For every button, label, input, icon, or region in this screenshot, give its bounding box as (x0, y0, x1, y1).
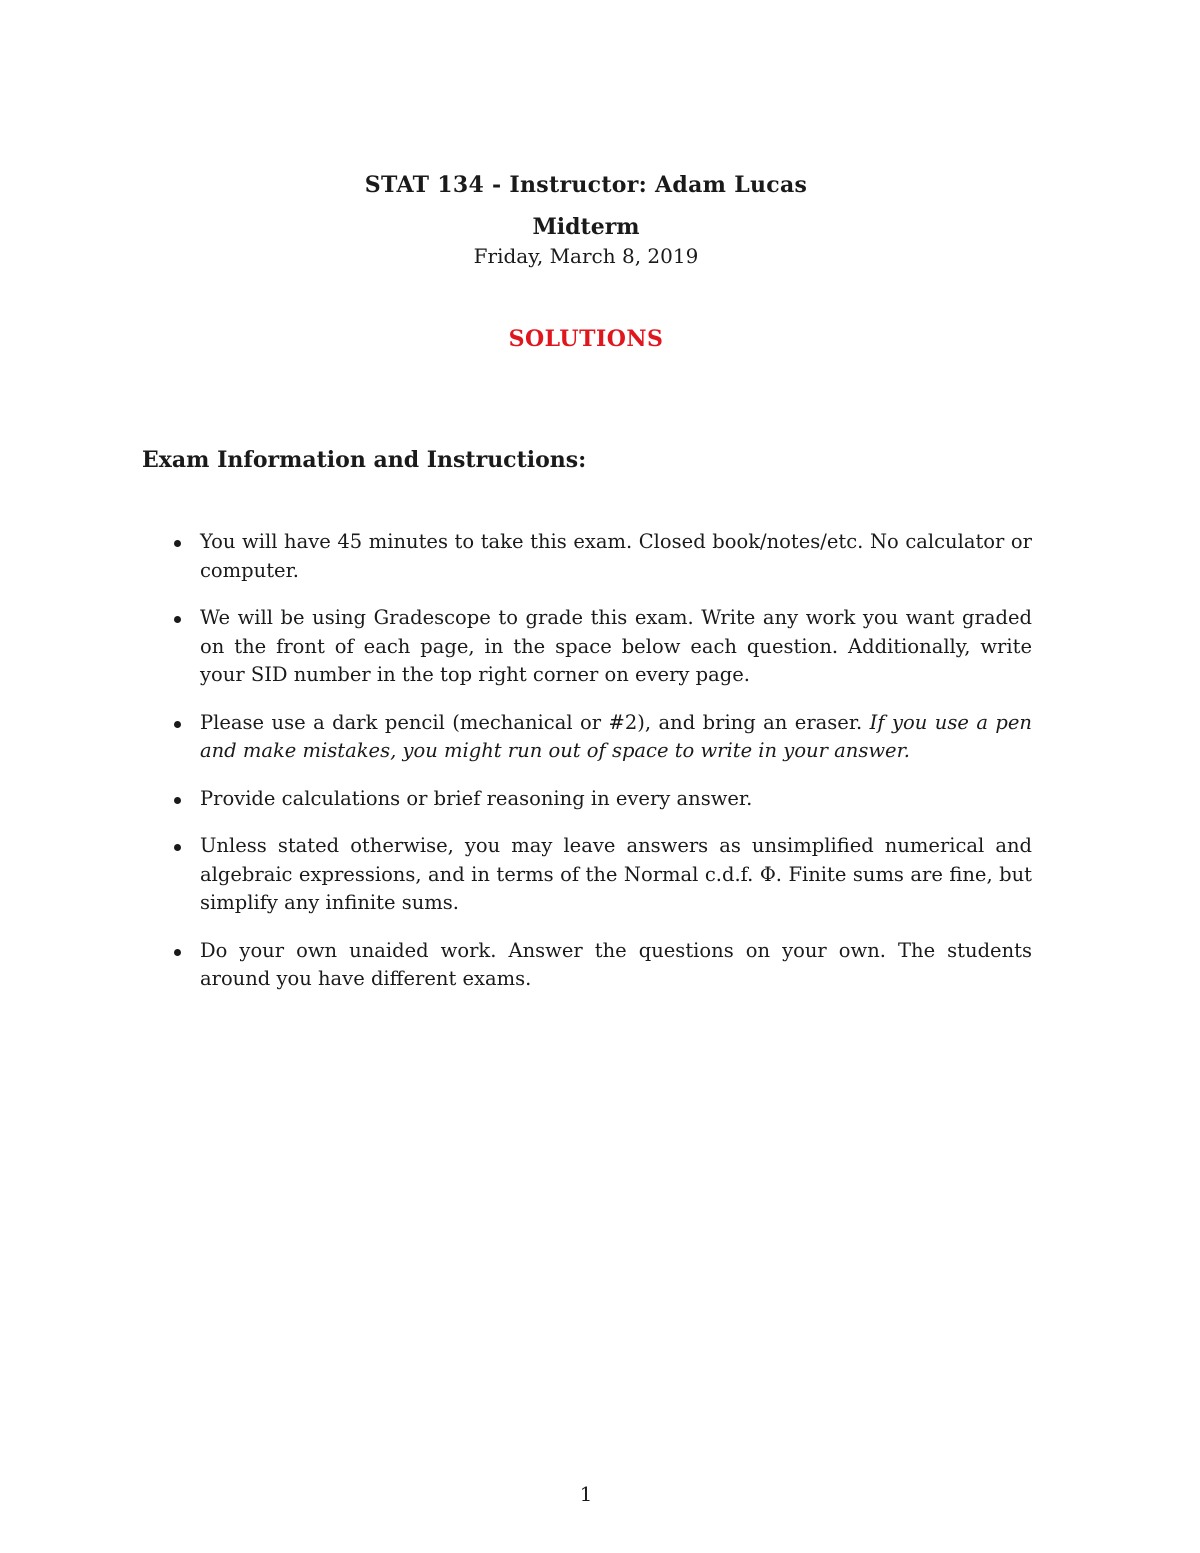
solutions-label: SOLUTIONS (508, 326, 664, 352)
instruction-text: Unless stated otherwise, you may leave answers as unsimplified numerical and algebraic expressions, and in terms of the Normal c.d.f. Φ. Finite sums are fine, but simplify any infinite sums. (200, 834, 1032, 914)
bullet-icon (174, 797, 181, 804)
bullet-icon (174, 949, 181, 956)
course-title: STAT 134 - Instructor: Adam Lucas (364, 172, 808, 198)
bullet-icon (174, 844, 181, 851)
instruction-text: Please use a dark pencil (mechanical or #2), and bring an eraser. (200, 710, 870, 734)
bullet-icon (174, 616, 181, 623)
instruction-item (142, 832, 1032, 918)
bullet-icon (174, 721, 181, 728)
instruction-text: You will have 45 minutes to take this exam. Closed book/notes/etc. No calculator or computer. (200, 530, 1032, 582)
exam-name: Midterm (532, 214, 640, 240)
instruction-item (142, 709, 1032, 766)
instruction-text: Provide calculations or brief reasoning in every answer. (200, 786, 753, 810)
instruction-text: Do your own unaided work. Answer the questions on your own. The students around you have different exams. (200, 938, 1032, 990)
exam-date: Friday, March 8, 2019 (473, 244, 699, 268)
instruction-item (142, 937, 1032, 994)
instruction-item (142, 785, 1032, 814)
instruction-item (142, 604, 1032, 690)
instructions-list (142, 528, 1032, 1013)
section-heading: Exam Information and Instructions: (142, 447, 587, 473)
instruction-text: We will be using Gradescope to grade this exam. Write any work you want graded on the front of each page, in the space below each question. Additionally, write your SID number in the top right corner on every page. (200, 606, 1032, 686)
bullet-icon (174, 540, 181, 547)
instruction-emphasis: If you use a pen and make mistakes, you might run out of space to write in your answer. (200, 710, 1032, 762)
instruction-item (142, 528, 1032, 585)
page-number: 1 (579, 1482, 593, 1506)
